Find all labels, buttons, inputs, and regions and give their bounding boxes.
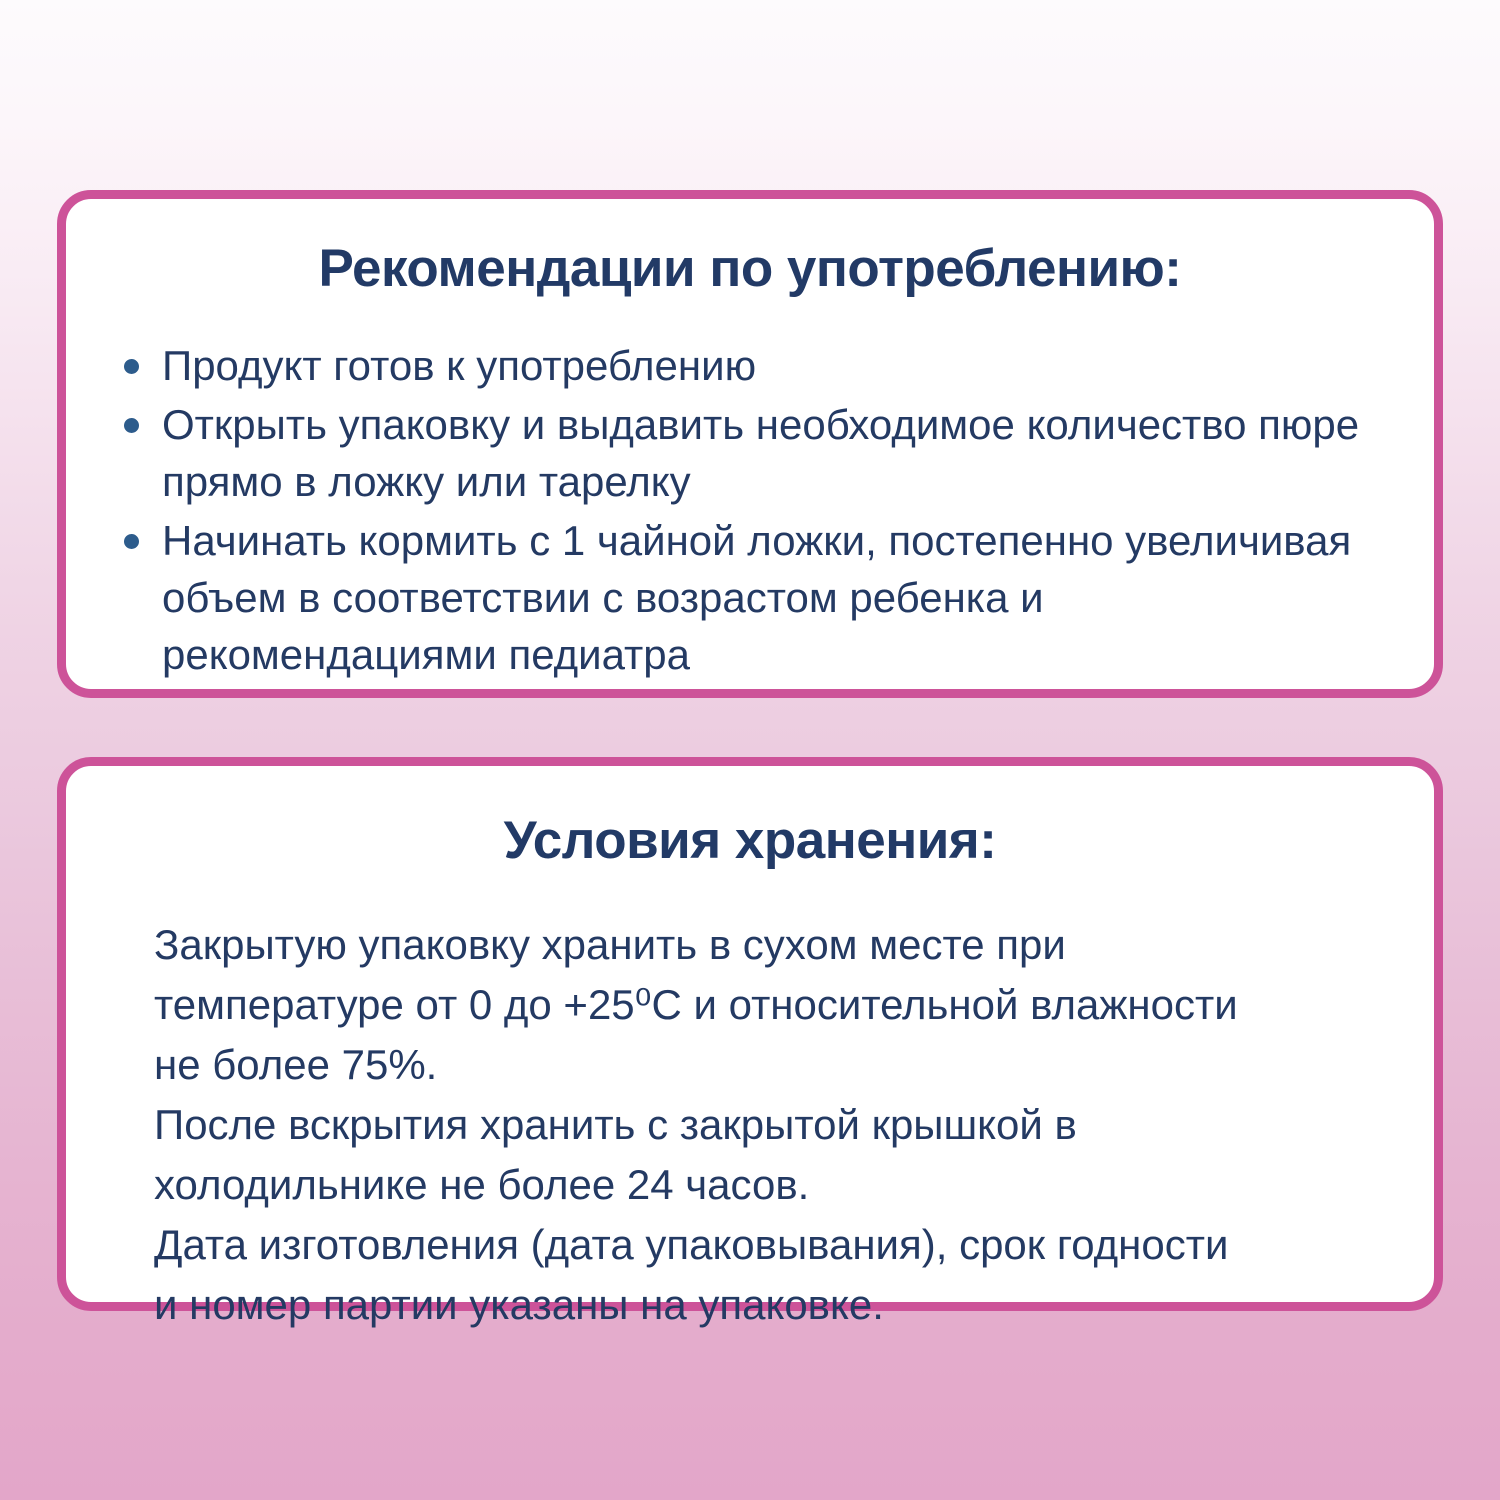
storage-line: холодильнике не более 24 часов. <box>154 1160 810 1208</box>
storage-card-title: Условия хранения: <box>503 811 997 870</box>
storage-line: не более 75%. <box>154 1040 438 1088</box>
list-item-text: Открыть упаковку и выдавить необходимое количество пюре прямо в ложку или тарелку <box>162 400 1360 505</box>
list-item <box>114 396 1390 510</box>
usage-recommendations-card <box>57 190 1443 698</box>
bullet-dot-icon <box>124 418 139 433</box>
storage-line: Закрытую упаковку хранить в сухом месте при <box>154 920 1066 968</box>
list-item <box>114 512 1390 683</box>
list-item-text: Продукт готов к употреблению <box>162 341 757 389</box>
list-item <box>114 337 1390 394</box>
storage-text-block <box>66 869 1434 1335</box>
bullet-dot-icon <box>124 359 139 374</box>
usage-card-title: Рекомендации по употреблению: <box>318 239 1182 298</box>
storage-line: и номер партии указаны на упаковке. <box>154 1280 884 1328</box>
list-item-text: Начинать кормить с 1 чайной ложки, постепенно увеличивая объем в соответствии с возрастом ребенка и рекомендациями педиатра <box>162 516 1352 678</box>
bullet-dot-icon <box>124 534 139 549</box>
storage-line: температуре от 0 до +25⁰C и относительной влажности <box>154 980 1238 1028</box>
storage-line: После вскрытия хранить с закрытой крышкой в <box>154 1100 1077 1148</box>
storage-line: Дата изготовления (дата упаковывания), срок годности <box>154 1220 1229 1268</box>
storage-conditions-card <box>57 757 1443 1328</box>
usage-bullet-list <box>66 297 1434 683</box>
